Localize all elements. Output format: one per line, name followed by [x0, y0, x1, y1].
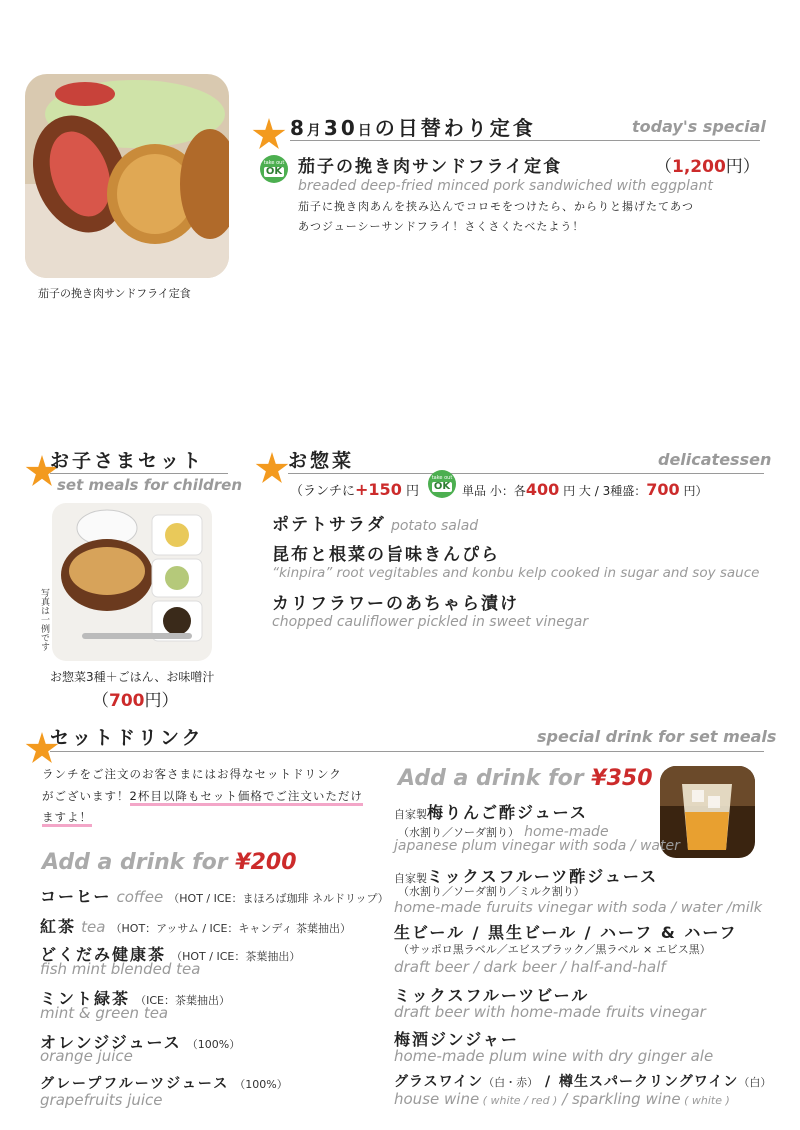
drink-item-en: home-made plum wine with dry ginger ale [394, 1047, 714, 1065]
deli-item: 昆布と根菜の旨味きんぴら [272, 545, 500, 565]
add-200-header: Add a drink for ¥200 [42, 850, 297, 875]
deli-item-en: chopped cauliflower pickled in sweet vinegar [272, 614, 589, 630]
kids-price: （700円） [92, 691, 179, 711]
deli-item: ポテトサラダ potato salad [272, 515, 479, 535]
drink-item: ミックスフルーツビール [394, 986, 590, 1005]
drink-item-en: japanese plum vinegar with soda / water [394, 838, 680, 854]
deli-single-prices: 単品 小：各400 円 大 / 3種盛：700 円） [462, 480, 708, 499]
drink-item: ミント緑茶 （ICE：茶葉抽出） [40, 989, 230, 1008]
drink-item: 生ビール / 黒生ビール / ハーフ & ハーフ [394, 923, 738, 942]
kids-set-photo [52, 503, 212, 661]
deli-title: お惣菜 [288, 450, 355, 472]
kids-en-title: set meals for children [57, 476, 243, 494]
kids-caption: お惣菜3種＋ごはん、お味噌汁 [50, 670, 215, 684]
special-desc-line2: あつジューシーサンドフライ！さくさくたべたよう！ [298, 220, 585, 233]
drink-item-en: grapefruits juice [40, 1091, 163, 1109]
drink-item: 自家製ミックスフルーツ酢ジュース [394, 867, 659, 886]
takeout-ok-icon: take out OK [260, 155, 288, 183]
special-photo-caption: 茄子の挽き肉サンドフライ定食 [38, 287, 191, 300]
drink-item: 自家製梅りんご酢ジュース [394, 803, 588, 822]
takeout-ok-icon: take out OK [428, 470, 456, 498]
divider [288, 473, 764, 474]
special-price: （1,200円） [655, 157, 760, 177]
drinks-title: セットドリンク [50, 727, 204, 749]
drink-item: グラスワイン（白・赤） / 樽生スパークリングワイン（白） [394, 1074, 772, 1090]
add-350-header: Add a drink for ¥350 [398, 766, 653, 791]
drink-item: 紅茶 tea （HOT：アッサム / ICE：キャンディ 茶葉抽出） [40, 917, 352, 936]
drinks-intro-line2: がございます！2杯目以降もセット価格でご注文いただけ [42, 788, 363, 804]
drink-item-en: house wine ( white / red ) / sparkling wine ( white ) [394, 1090, 730, 1108]
special-en-title: today's special [632, 117, 766, 136]
deli-item-en: “kinpira” root vegitables and konbu kelp cooked in sugar and soy sauce [272, 565, 760, 581]
drink-item: コーヒー coffee （HOT / ICE：まほろば珈琲 ネルドリップ） [40, 887, 389, 906]
drink-item: どくだみ健康茶 （HOT / ICE：茶葉抽出） [40, 945, 301, 964]
special-title: 8月30日の日替わり定食 [290, 116, 536, 140]
divider [50, 473, 228, 474]
photo-sample-note: 写真は一例です [39, 588, 49, 651]
kids-title: お子さまセット [50, 450, 205, 472]
drinks-intro-line3: ますよ！ [42, 809, 92, 825]
drink-item-en: orange juice [40, 1047, 133, 1065]
drink-item-sub: （水割り／ソーダ割り） home-made [398, 824, 609, 840]
special-dish-name: 茄子の挽き肉サンドフライ定食 [298, 157, 563, 177]
drink-item-en: mint & green tea [40, 1004, 169, 1022]
drink-item-en: draft beer / dark beer / half-and-half [394, 958, 666, 976]
deli-lunch-price: （ランチに+150 円 [290, 480, 419, 499]
drink-item: 梅酒ジンジャー [394, 1030, 519, 1049]
deli-en-title: delicatessen [658, 450, 772, 469]
drink-item: グレープフルーツジュース （100%） [40, 1076, 288, 1092]
special-dish-photo [25, 74, 229, 278]
star-icon [255, 452, 289, 486]
drinks-intro-line1: ランチをご注文のお客さまにはお得なセットドリンク [42, 767, 342, 781]
drink-item-en: draft beer with home-made fruits vinegar [394, 1003, 706, 1021]
drink-item: オレンジジュース （100%） [40, 1033, 241, 1052]
special-dish-en: breaded deep-fried minced pork sandwiched with eggplant [298, 178, 713, 194]
drinks-en-title: special drink for set meals [537, 727, 777, 746]
star-icon [252, 118, 286, 152]
drink-item-sub: （水割り／ソーダ割り／ミルク割り） [398, 885, 585, 898]
divider [50, 751, 764, 752]
drink-item-sub: （サッポロ黒ラベル／エビスブラック／黒ラベル × エビス黒） [398, 943, 711, 956]
divider [290, 140, 760, 141]
drink-item-en: home-made furuits vinegar with soda / water /milk [394, 900, 763, 916]
drink-item-en: fish mint blended tea [40, 960, 201, 978]
deli-item: カリフラワーのあちゃら漬け [272, 594, 519, 614]
special-desc-line1: 茄子に挽き肉あんを挟み込んでコロモをつけたら、からりと揚げたてあつ [298, 200, 694, 213]
